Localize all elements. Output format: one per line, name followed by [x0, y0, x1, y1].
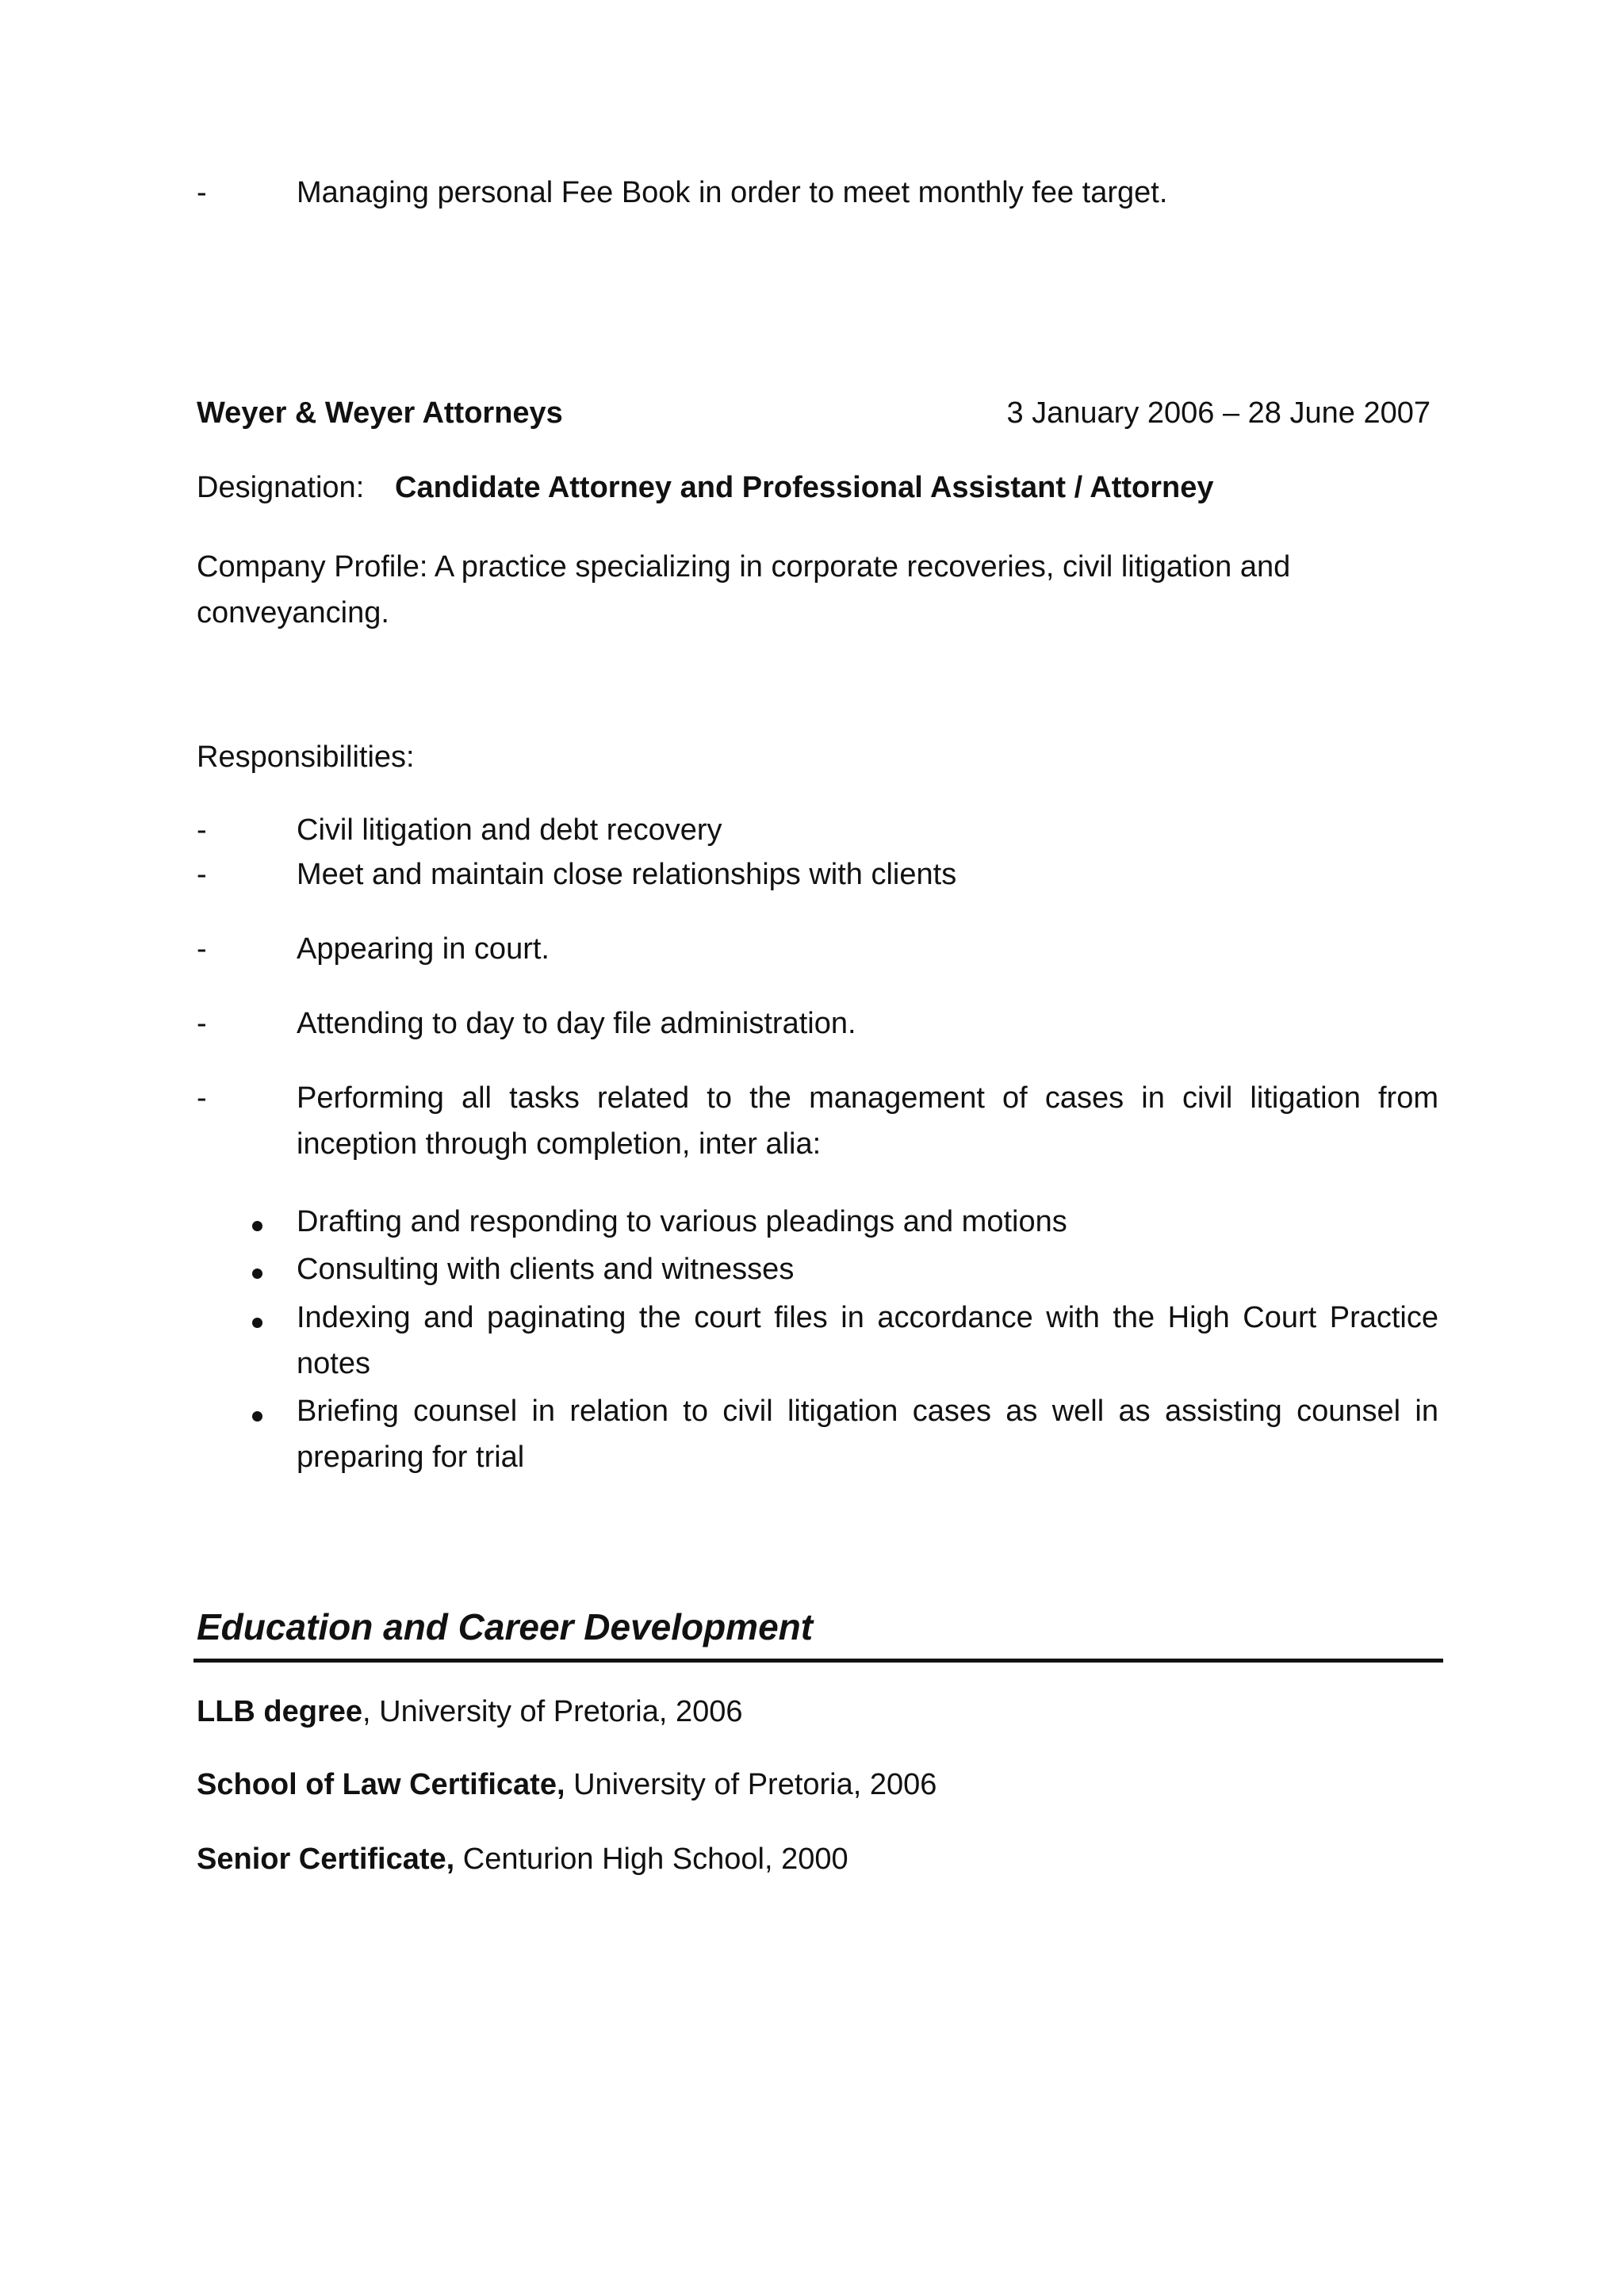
education-entry	[197, 1695, 742, 1729]
employment-dates: 3 January 2006 – 28 June 2007	[1006, 396, 1431, 430]
company-profile: Company Profile: A practice specializing in corporate recoveries, civil litigation and conveyancing.	[197, 550, 1291, 629]
list-dash: -	[197, 932, 207, 966]
sub-bullet-text: Briefing counsel in relation to civil litigation cases as well as assisting counsel in preparing for trial	[297, 1395, 1438, 1474]
education-entry	[197, 1843, 848, 1877]
education-qualification: LLB degree	[197, 1695, 363, 1728]
responsibility-text: Meet and maintain close relationships with clients	[297, 858, 957, 891]
sub-bullet-text: Indexing and paginating the court files in accordance with the High Court Practice notes	[297, 1301, 1438, 1380]
education-qualification: Senior Certificate,	[197, 1843, 455, 1876]
section-title: Education and Career Development	[197, 1606, 814, 1647]
designation-value: Candidate Attorney and Professional Assistant / Attorney	[395, 471, 1214, 504]
education-entry	[197, 1768, 936, 1802]
education-institution: University of Pretoria, 2006	[565, 1768, 937, 1801]
bullet-icon	[252, 1411, 262, 1422]
education-institution: , University of Pretoria, 2006	[362, 1695, 743, 1728]
list-dash: -	[197, 176, 207, 209]
list-dash: -	[197, 858, 207, 891]
education-qualification: School of Law Certificate,	[197, 1768, 565, 1801]
bullet-icon	[252, 1318, 262, 1328]
section-divider	[193, 1659, 1443, 1663]
responsibility-text: Civil litigation and debt recovery	[297, 813, 722, 847]
responsibility-text: Managing personal Fee Book in order to meet monthly fee target.	[297, 176, 1168, 209]
sub-bullet-text: Consulting with clients and witnesses	[297, 1253, 795, 1286]
responsibility-text: Performing all tasks related to the management of cases in civil litigation from inception through completion, inter alia:	[297, 1081, 1438, 1161]
company-name: Weyer & Weyer Attorneys	[197, 396, 563, 430]
responsibility-text: Attending to day to day file administration.	[297, 1007, 856, 1040]
designation-label: Designation:	[197, 471, 365, 504]
responsibilities-label: Responsibilities:	[197, 740, 415, 774]
bullet-icon	[252, 1269, 262, 1279]
education-institution: Centurion High School, 2000	[454, 1843, 848, 1876]
sub-bullet-text: Drafting and responding to various pleadings and motions	[297, 1205, 1067, 1238]
list-dash: -	[197, 1007, 207, 1040]
responsibility-text: Appearing in court.	[297, 932, 550, 966]
bullet-icon	[252, 1221, 262, 1231]
list-dash: -	[197, 1081, 207, 1115]
list-dash: -	[197, 813, 207, 847]
